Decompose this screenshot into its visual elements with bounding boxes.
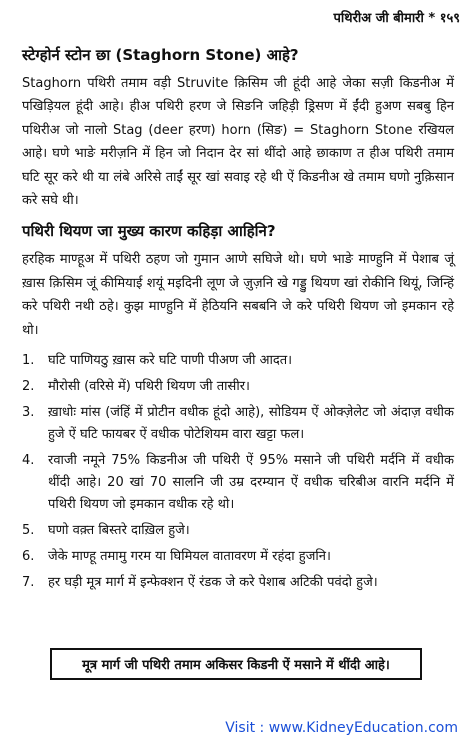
list-item-text: जेके माण्हू तमामु गरम या घिमियल वातावरण में रहंदा हुजनि। bbox=[48, 549, 331, 565]
list-item-text: घणो वक़्त बिस्तरे दाख़िल हुजे। bbox=[48, 523, 190, 539]
list-item-text: ख़ाधोः मांस (जंहिं में प्रोटीन वधीक हूंदो आहे), सोडियम ऐं ओक्ज़ेलेट जो अंदाज़ वधीक हुजे ऐं घटि फायबर ऐं वधीक पोटेशियम वारा खट्टा फल। bbox=[48, 405, 454, 443]
list-item bbox=[22, 402, 454, 446]
list-item bbox=[22, 572, 454, 594]
paragraph-staghorn: Staghorn पथिरी तमाम वड़ी Struvite क़िसिम जी हूंदी आहे जेका सज़ी किडनीअ में पखिड़ियल हूंदी आहे। हीअ पथिरी हरण जे सिङनि जहिड़ी ड्रिसण में ईंदी हुअण सबबु हिन पथिरीअ जो नालो Stag (deer हरण) horn (सिङ) = Staghorn Stone रखियल आहे। घणे भाङे मरीज़नि में हिन जो निदान देर सां थींदो आहे छाकाण त हीअ पथिरी तमाम घटि सूर करे थी या लंबे अरिसे ताईं सूर खां सवाइ रहे थी ऐं किडनीअ खे तमाम घणो नुक़िसान करे सघे थी। bbox=[22, 76, 454, 209]
list-item-number: 2. bbox=[22, 379, 35, 395]
list-item-text: रवाजी नमूने 75% किडनीअ जी पथिरी ऐं 95% मसाने जी पथिरी मर्दनि में वधीक थींदी आहे। 20 खां 70 सालनि जी उम्र दरम्यान ऐं वधीक चरिबीअ वारनि मर्दनि में पथिरी थियण जो इमकान वधीक रहे थो। bbox=[48, 453, 454, 513]
list-item-text: हर घड़ी मूत्र मार्ग में इन्फेक्शन ऐं रंडक जे करे पेशाब अटिकी पवंदो हुजे। bbox=[48, 575, 378, 591]
list-item-number: 5. bbox=[22, 523, 35, 539]
causes-list bbox=[22, 350, 454, 594]
list-item-number: 6. bbox=[22, 549, 35, 565]
list-item-text: मौरोसी (वरिसे में) पथिरी थियण जी तासीर। bbox=[48, 379, 250, 395]
paragraph-causes: हरहिक माण्हूअ में पथिरी ठहण जो गुमान आणे सघिजे थो। घणे भाङे माण्हुनि में पेशाब जूं ख़ास क़िसिम जूं कीमियाई शयूं मइदिनी लूण जे ज़ुज़नि खे गड्डु थियण खां रोकीनि थियूं, जिन्हिं करे पथिरी नथी ठहे। कुझ माण्हुनि में हेठियनि सबबनि जे करे पथिरी थियण जो इमकान रहे थो। bbox=[22, 252, 454, 338]
list-item bbox=[22, 376, 454, 398]
footer-website-link[interactable]: Visit : www.KidneyEducation.com bbox=[225, 720, 458, 736]
list-item-text: घटि पाणियठु ख़ास करे घटि पाणी पीअण जी आदत। bbox=[48, 353, 293, 369]
highlight-callout-box: मूत्र मार्ग जी पथिरी तमाम अकिसर किडनी ऐं मसाने में थींदी आहे। bbox=[50, 648, 422, 680]
list-item bbox=[22, 546, 454, 568]
list-item-number: 1. bbox=[22, 353, 35, 369]
list-item-number: 7. bbox=[22, 575, 35, 591]
list-item bbox=[22, 520, 454, 542]
running-header: पथिरीअ जी बीमारी * १५९ bbox=[333, 11, 460, 26]
section-heading-staghorn: स्टेग्होर्न स्टोन छा (Staghorn Stone) आहे? bbox=[22, 46, 299, 64]
list-item bbox=[22, 450, 454, 516]
list-item-number: 4. bbox=[22, 453, 35, 469]
main-content bbox=[22, 44, 454, 598]
section-heading-causes: पथिरी थियण जा मुख्य कारण कहिड़ा आहिनि? bbox=[22, 222, 276, 241]
list-item bbox=[22, 350, 454, 372]
list-item-number: 3. bbox=[22, 405, 35, 421]
